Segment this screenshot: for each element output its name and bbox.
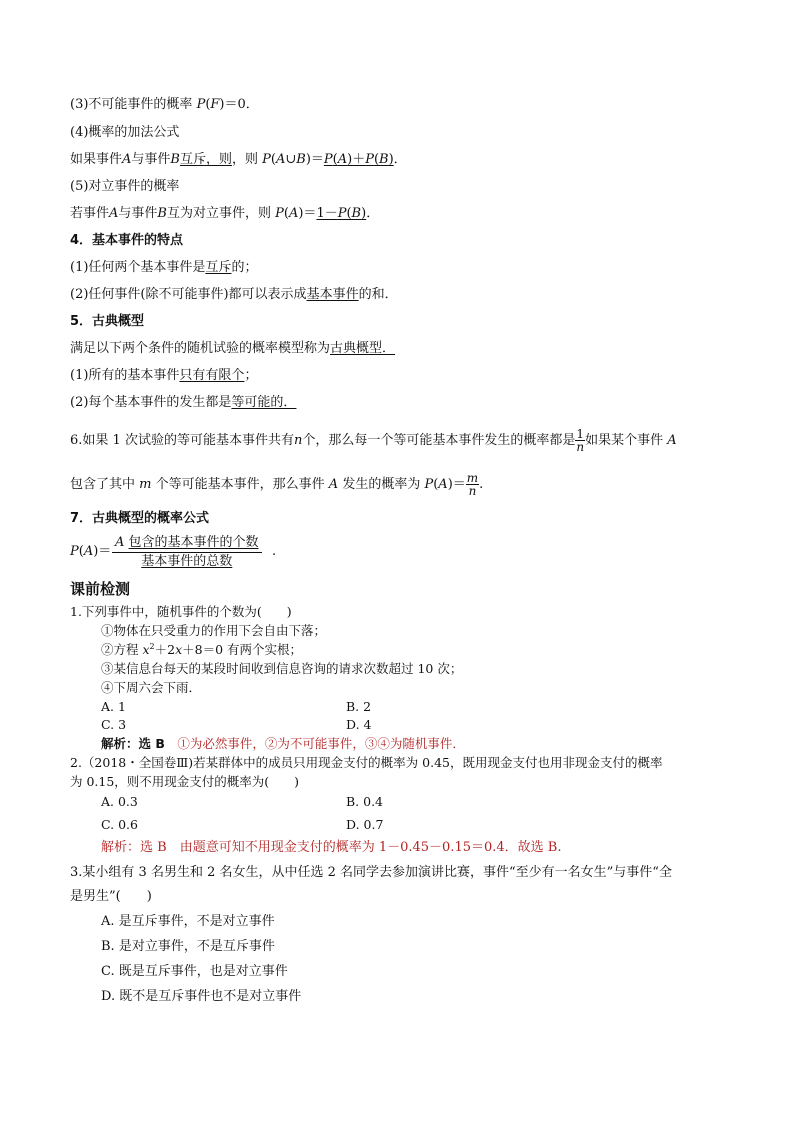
question-2-option-c: C. 0.6 <box>101 817 138 832</box>
section-5-line-2: (2)每个基本事件的发生都是等可能的． <box>70 395 297 410</box>
question-1-option-b: B. 2 <box>346 699 372 714</box>
question-3-option-d: D. 既不是互斥事件也不是对立事件 <box>101 989 302 1004</box>
fraction-1-over-n: $\frac{1}{n}$ <box>576 427 585 454</box>
question-2-option-d: D. 0.7 <box>346 817 384 832</box>
item-5-title: (5)对立事件的概率 <box>70 179 180 194</box>
item-5-formula: 若事件A与事件B互为对立事件，则 P(A)＝1－P(B)． <box>70 206 380 221</box>
question-1-option-c: C. 3 <box>101 717 127 732</box>
question-2-option-a: A. 0.3 <box>101 794 138 809</box>
fraction-m-over-n: $\frac{m}{n}$ <box>466 471 479 498</box>
section-5-line-1: (1)所有的基本事件只有有限个； <box>70 368 258 383</box>
question-2-stem-line-2: 为 0.15，则不用现金支付的概率为( ) <box>70 774 300 789</box>
question-1-option-d: D. 4 <box>346 717 372 732</box>
section-6-line-2: 包含了其中 m 个等可能基本事件，那么事件 A 发生的概率为 P(A)＝ $\frac{m}{n}$ . <box>70 471 484 498</box>
question-2-option-b: B. 0.4 <box>346 794 384 809</box>
section-4-line-1: (1)任何两个基本事件是互斥的； <box>70 260 258 275</box>
question-3-option-c: C. 既是互斥事件，也是对立事件 <box>101 964 288 979</box>
question-1-stem: 1.下列事件中，随机事件的个数为( ) <box>70 604 292 619</box>
question-2-answer: 解析：选 B 由题意可知不用现金支付的概率为 1－0.45－0.15＝0.4．故选 B. <box>101 840 562 855</box>
section-5-line-0: 满足以下两个条件的随机试验的概率模型称为古典概型． <box>70 341 396 356</box>
question-3-stem-line-1: 3.某小组有 3 名男生和 2 名女生，从中任选 2 名同学去参加演讲比赛，事件“至少有一名女生”与事件“全 <box>70 865 672 880</box>
question-1-item-2: ②方程 $x^2+2x+8=0$ 有两个实根； <box>101 641 303 657</box>
formula-lhs: P(A)＝ <box>70 544 112 559</box>
question-3-stem-line-2: 是男生”( ) <box>70 889 152 904</box>
document-page: (3)不可能事件的概率 P(F)＝0． (4)概率的加法公式 如果事件A与事件B互斥，则，则 P(A∪B)＝P(A)＋P(B)． (5)对立事件的概率 若事件A与事件B互为对立事件，则 P(A)＝1－P(B)． 4．基本事件的特点 (1)任何两个基本事件是互斥的； (2)任何事件(除不可能事件)都可以表示成基本事件的和． 5．古典概型 满足以下两个条件的随机试验的概率模型称为古典概型． (1)所有的基本事件只有有限个； (2)每个基本事件的发生都是等可能的． 6.如果 1 次试验的等可能基本事件共有n个，那么每一个等可能基本事件发生的概率都是 $\frac{1}{n}$ 如果某个事件 A 包含了其中 m 个等可能基本事件，那么事件 A 发生的概率为 P(A)＝ $\frac{m}{n}$ . 7．古典概型的概率公式 P(A)＝ A 包含的基本事件的个数 基本事件的总数 . 课前检测 1.下列事件中，随机事件的个数为( ) ①物体在只受重力的作用下会自由下落； ②方程 $x^2+2x+8=0$ 有两个实根； ③某信息台每天的某段时间收到信息咨询的请求次数超过 10 次； ④下周六会下雨． A. 1 B. 2 C. 3 D. 4 解析：选 B ①为必然事件，②为不可能事件，③④为随机事件． 2.（2018・全国卷Ⅲ)若某群体中的成员只用现金支付的概率为 0.45，既用现金支付也用非现金支付的概率 为 0.15，则不用现金支付的概率为( ) A. 0.3 B. 0.4 C. 0.6 D. 0.7 解析：选 B 由题意可知不用现金支付的概率为 1－0.45－0.15＝0.4．故选 B. 3.某小组有 3 名男生和 2 名女生，从中任选 2 名同学去参加演讲比赛，事件“至少有一名女生”与事件“全 是男生”( ) A. 是互斥事件，不是对立事件 B. 是对立事件，不是互斥事件 C. 既是互斥事件，也是对立事件 D. 既不是互斥事件也不是对立事件 <box>70 97 677 1004</box>
question-2-stem-line-1: 2.（2018・全国卷Ⅲ)若某群体中的成员只用现金支付的概率为 0.45，既用现金支付也用非现金支付的概率 <box>70 755 663 770</box>
question-1-answer: 解析：选 B ①为必然事件，②为不可能事件，③④为随机事件． <box>101 736 465 751</box>
item-3-text: (3)不可能事件的概率 <box>70 97 197 112</box>
question-1-item-1: ①物体在只受重力的作用下会自由下落； <box>101 623 327 638</box>
question-1-item-3: ③某信息台每天的某段时间收到信息咨询的请求次数超过 10 次； <box>101 661 463 676</box>
question-1-option-a: A. 1 <box>101 699 126 714</box>
section-7-title: 7．古典概型的概率公式 <box>70 511 210 526</box>
pre-test-heading: 课前检测 <box>70 580 131 598</box>
section-6-line-1: 6.如果 1 次试验的等可能基本事件共有n个，那么每一个等可能基本事件发生的概率都是 $\frac{1}{n}$ 如果某个事件 A <box>70 427 677 454</box>
section-4-line-2: (2)任何事件(除不可能事件)都可以表示成基本事件的和． <box>70 287 398 302</box>
section-5-title: 5．古典概型 <box>70 314 145 329</box>
question-3-option-a: A. 是互斥事件，不是对立事件 <box>101 914 275 929</box>
section-4-title: 4．基本事件的特点 <box>70 233 184 248</box>
item-4-title: (4)概率的加法公式 <box>70 125 180 140</box>
item-3-line: (3)不可能事件的概率 P(F)＝0． <box>70 97 259 112</box>
question-1-item-4: ④下周六会下雨． <box>101 680 202 695</box>
item-4-formula: 如果事件A与事件B互斥，则，则 P(A∪B)＝P(A)＋P(B)． <box>70 152 407 167</box>
classic-probability-formula: A 包含的基本事件的个数 基本事件的总数 <box>112 534 262 571</box>
question-3-option-b: B. 是对立事件，不是互斥事件 <box>101 939 275 954</box>
